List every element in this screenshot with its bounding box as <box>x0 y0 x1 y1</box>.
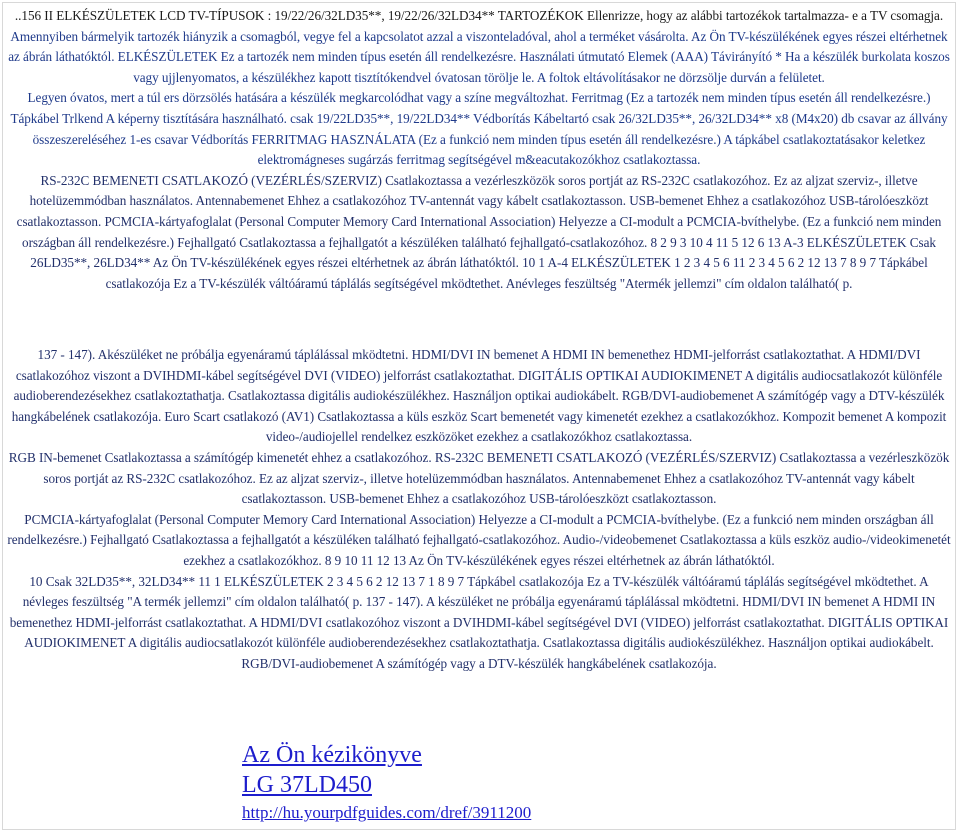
paragraph: 137 - 147). Akészüléket ne próbálja egyenáramú táplálással mködtetni. HDMI/DVI IN bemenet A HDMI IN bemenethez HDMI-jelforrást csatlakoztathat. A HDMI/DVI csatlakozóhoz viszont a DVIHDMI-kábel segítségével DVI (VIDEO) jelforrást csatlakoztathat. DIGITÁLIS OPTIKAI AUDIOKIMENET A digitális audiocsatlakozót különféle audioberendezésekhez csatlakoztathatja. Csatlakoztassa digitális audiokészülékhez. Használjon optikai audiokábelt. RGB/DVI-audiobemenet A számítógép vagy a DTV-készülék hangkábelének csatlakozója. Euro Scart csatlakozó (AV1) Csatlakoztassa a küls eszköz Scart bemenetét vagy kimenetét ezekhez a csatlakozókhoz. Kompozit bemenet A kompozit video-/audiojellel rendelkez eszközöket ezekhez a csatlakozókhoz csatlakoztassa. <box>11 347 947 445</box>
paragraph: RS-232C BEMENETI CSATLAKOZÓ (VEZÉRLÉS/SZERVIZ) Csatlakoztassa a vezérleszközök soros portját az RS-232C csatlakozóhoz. Ez az aljzat szerviz-, illetve hotelüzemmódban használatos. Antennabemenet Ehhez a csatlakozóhoz TV-antennát vagy kábelt csatlakoztasson. USB-bemenet Ehhez a csatlakozóhoz USB-tárolóeszközt csatlakoztasson. PCMCIA-kártyafoglalat (Personal Computer Memory Card International Association) Helyezze a CI-modult a PCMCIA-bvíthelybe. (Ez a funkció nem minden országban áll rendelkezésre.) Fejhallgató Csatlakoztassa a fejhallgatót a készüléken található fejhallgató-csatlakozóhoz. 8 2 9 3 10 4 11 5 12 6 13 A-3 ELKÉSZÜLETEK Csak 26LD35**, 26LD34** Az Ön TV-készülékének egyes részei eltérhetnek az ábrán láthatóktól. 10 1 A-4 ELKÉSZÜLETEK 1 2 3 4 5 6 11 2 3 4 5 6 2 12 13 7 8 9 7 Tápkábel csatlakozója Ez a TV-készülék váltóáramú táplálás segítségével mködtethet. Anévleges feszültség "Atermék jellemzi" cím oldalon található( p. <box>16 172 942 291</box>
footer-links <box>242 740 742 824</box>
manual-title-link[interactable]: Az Ön kézikönyve <box>242 742 422 768</box>
paragraph: PCMCIA-kártyafoglalat (Personal Computer Memory Card International Association) Helyezze a CI-modult a PCMCIA-bvíthelybe. (Ez a funkció nem minden országban áll rendelkezésre.) Fejhallgató Csatlakoztassa a fejhallgatót a készüléken található fejhallgató-csatlakozóhoz. Audio-/videobemenet Csatlakoztassa a küls eszköz audio-/videokimenetét ezekhez a csatlakozókhoz. 8 9 10 11 12 13 Az Ön TV-készülékének egyes részei eltérhetnek az ábrán láthatóktól. <box>7 511 951 568</box>
manual-text-block-2 <box>6 345 952 675</box>
paragraph: Legyen óvatos, mert a túl ers dörzsölés hatására a készülék megkarcolódhat vagy a színe megváltozhat. Ferritmag (Ez a tartozék nem minden típus esetén áll rendelkezésre.) Tápkábel Trlkend A képerny tisztítására használható. csak 19/22LD35**, 19/22LD34** Védborítás Kábeltartó csak 26/32LD35**, 26/32LD34** x8 (M4x20) db csavar az állvány összeszereléséhez 1-es csavar Védborítás FERRITMAG HASZNÁLATA (Ez a funkció nem minden típus esetén áll rendelkezésre.) A tápkábel csatlakoztatásakor keletkez elektromágneses sugárzás ferritmag segítségével m&eacutakozókhoz csatlakoztassa. <box>10 90 948 168</box>
manual-text-block-1 <box>6 6 952 294</box>
paragraph: RGB IN-bemenet Csatlakoztassa a számítógép kimenetét ehhez a csatlakozóhoz. RS-232C BEMENETI CSATLAKOZÓ (VEZÉRLÉS/SZERVIZ) Csatlakoztassa a vezérleszközök soros portját az RS-232C csatlakozóhoz. Ez az aljzat szerviz-, illetve hotelüzemmódban használatos. Antennabemenet Ehhez a csatlakozóhoz TV-antennát vagy kábelt csatlakoztasson. USB-bemenet Ehhez a csatlakozóhoz USB-tárolóeszközt csatlakoztasson. <box>8 449 950 507</box>
pdf-guide-url-link[interactable]: http://hu.yourpdfguides.com/dref/3911200 <box>242 803 532 822</box>
paragraph: Amennyiben bármelyik tartozék hiányzik a csomagból, vegye fel a kapcsolatot azzal a viszonteladóval, ahol a terméket vásárolta. Az Ön TV-készülékének egyes részei eltérhetnek az ábrán láthatóktól. ELKÉSZÜLETEK Ez a tartozék nem minden típus esetén áll rendelkezésre. Használati útmutató Elemek (AAA) Távirányító * Ha a készülék burkolata koszos vagy ujjlenyomatos, a készülékhez kapott tisztítókendvel óvatosan törölje le. A foltok eltávolításakor ne dörzsölje durván a felületet. <box>8 28 950 85</box>
model-link[interactable]: LG 37LD450 <box>242 772 372 798</box>
paragraph: 10 Csak 32LD35**, 32LD34** 11 1 ELKÉSZÜLETEK 2 3 4 5 6 2 12 13 7 1 8 9 7 Tápkábel csatlakozója Ez a TV-készülék váltóáramú táplálás segítségével mködtethet. A névleges feszültség "A termék jellemzi" cím oldalon található( p. 137 - 147). A készüléket ne próbálja egyenáramú táplálással mködtetni. HDMI/DVI IN bemenet A HDMI IN bemenethez HDMI-jelforrást csatlakoztathat. A HDMI/DVI csatlakozóhoz viszont a DVIHDMI-kábel segítségével DVI (VIDEO) jelforrást csatlakoztathat. DIGITÁLIS OPTIKAI AUDIOKIMENET A digitális audiocsatlakozót különféle audioberendezésekhez csatlakoztathatja. Csatlakoztassa digitális audiokészülékhez. Használjon optikai audiokábelt. RGB/DVI-audiobemenet A számítógép vagy a DTV-készülék hangkábelének csatlakozója. <box>9 573 949 671</box>
paragraph: ..156 II ELKÉSZÜLETEK LCD TV-TÍPUSOK : 19/22/26/32LD35**, 19/22/26/32LD34** TARTOZÉKOK Ellenrizze, hogy az alábbi tartozékok tartalmazza- e a TV csomagja. <box>14 8 944 23</box>
